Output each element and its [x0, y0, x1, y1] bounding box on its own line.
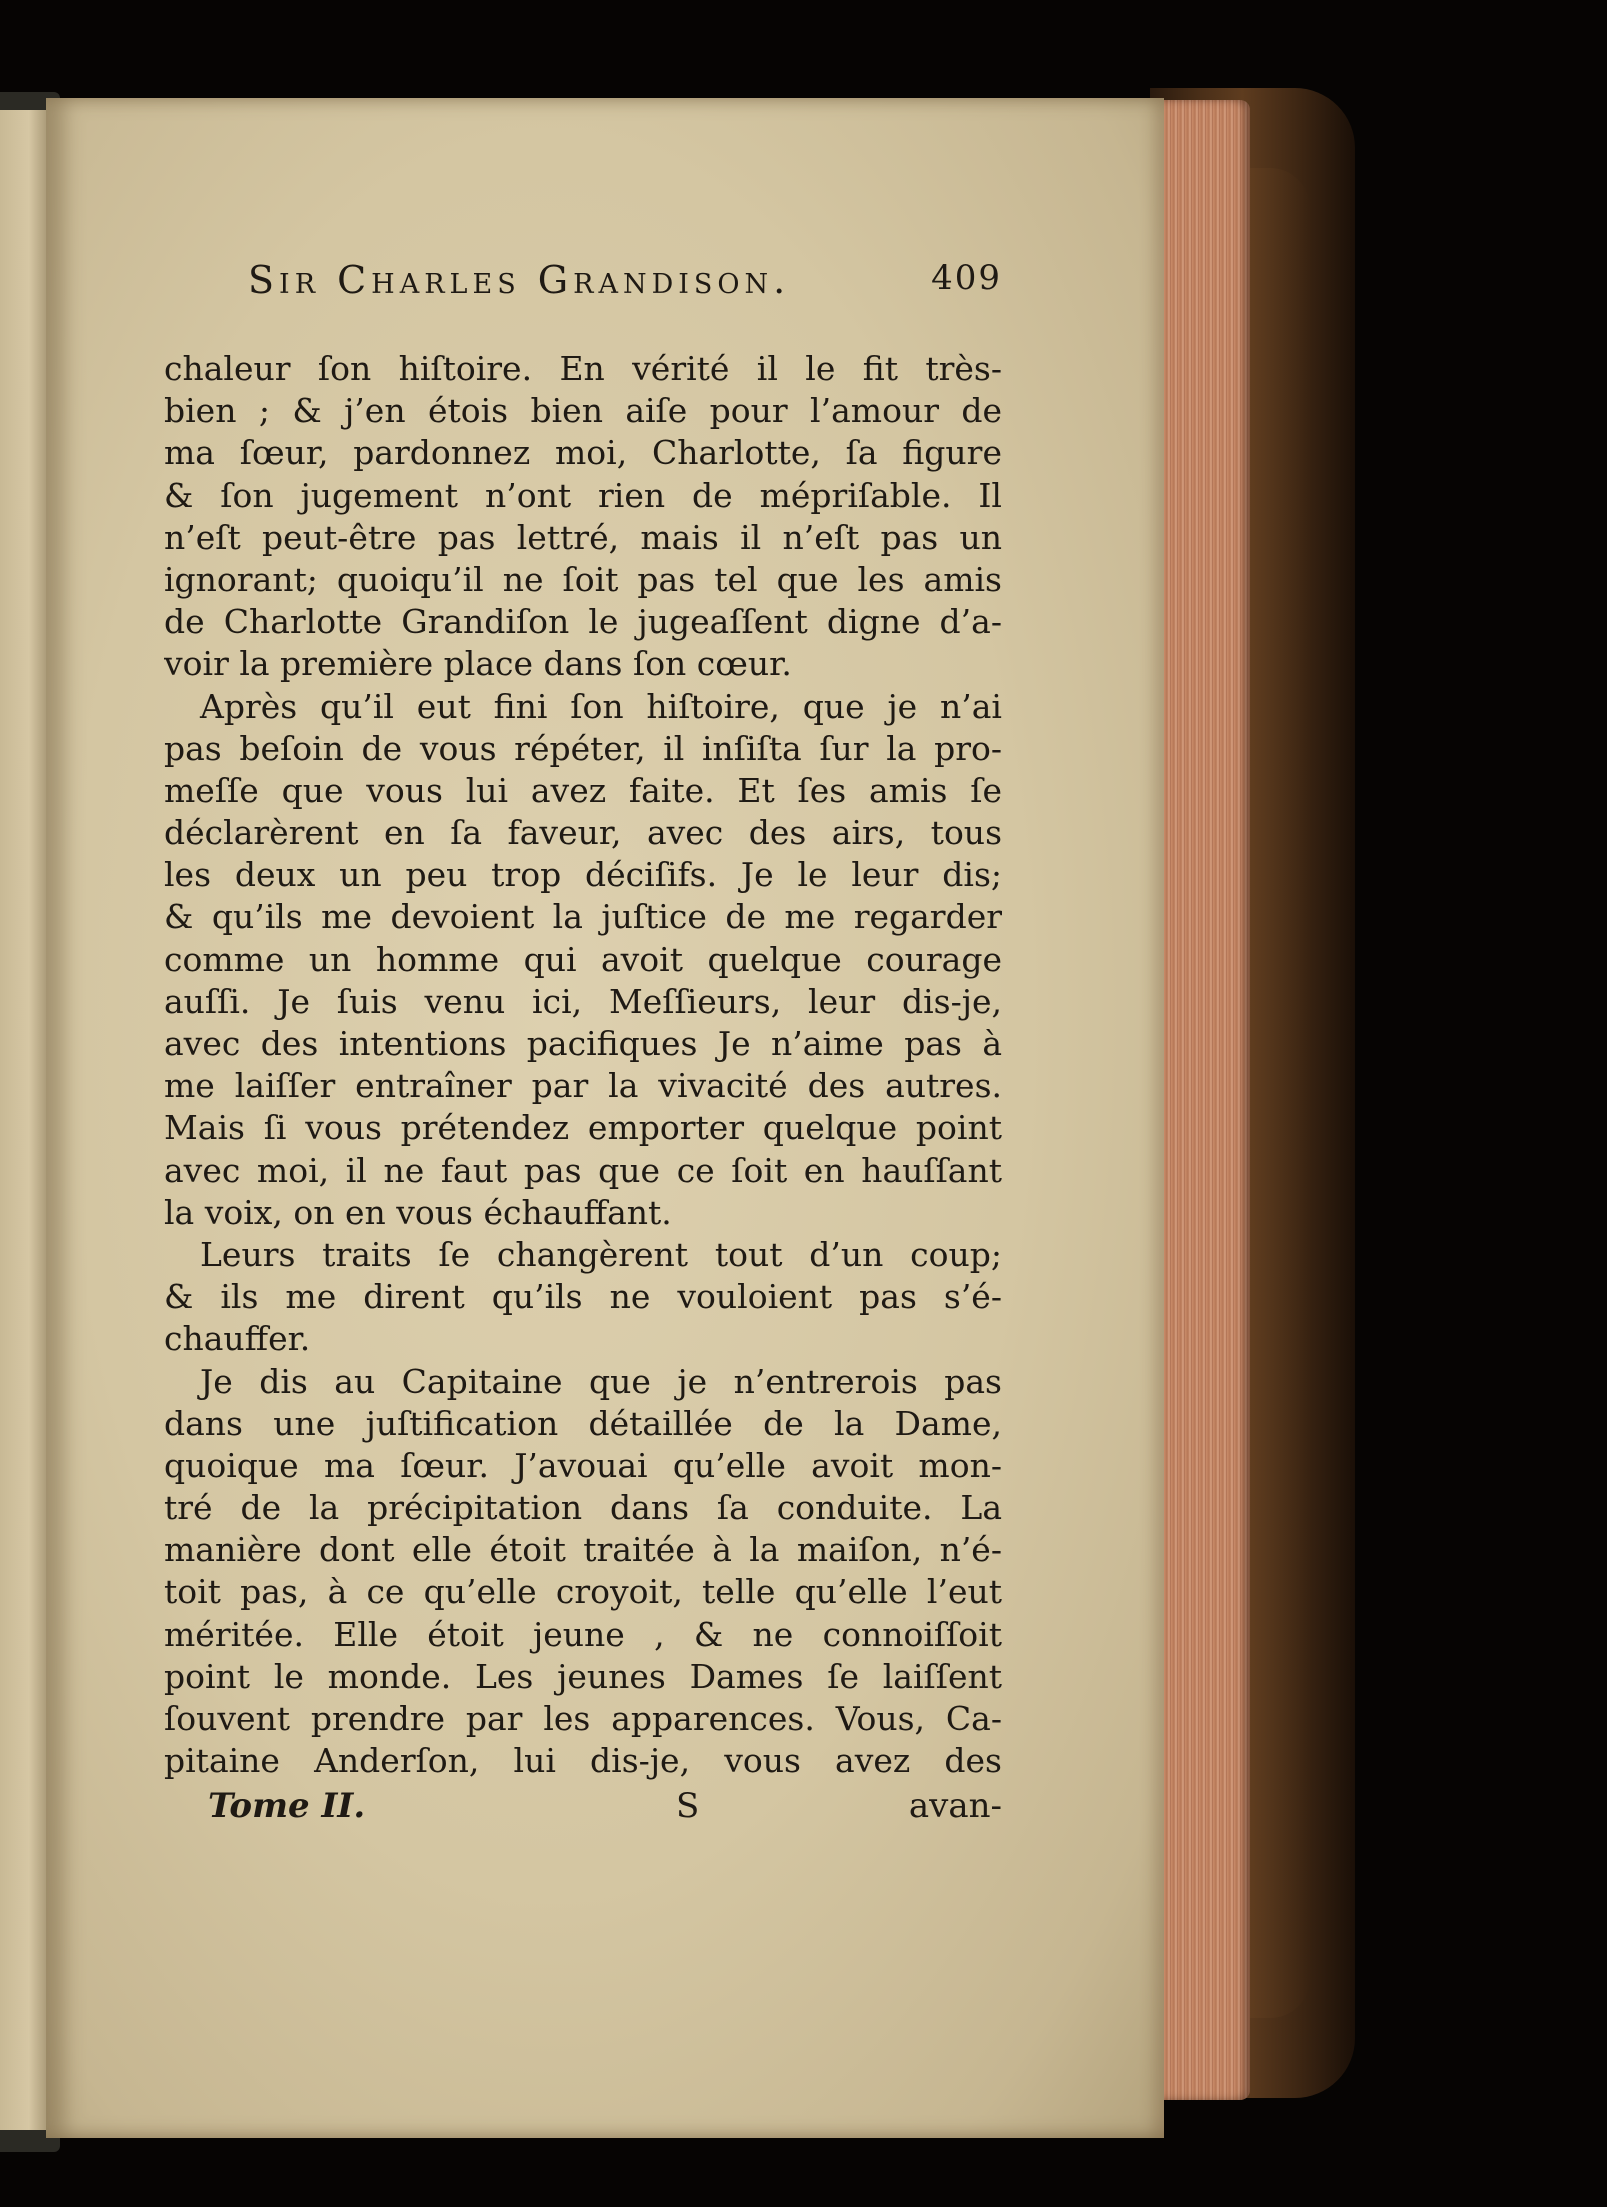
text-line: voir la première place dans ſon cœur.: [164, 644, 792, 684]
text-line: Mais ſi vous prétendez emporter quelque point: [164, 1108, 1002, 1148]
text-line: pas beſoin de vous répéter, il inſiſta ſur la pro-: [164, 728, 1002, 768]
text-line: bien ; & j’en étois bien aiſe pour l’amour de: [164, 391, 1002, 431]
left-facing-page-edge: [0, 110, 48, 2130]
page-edges: [1150, 100, 1250, 2100]
page-text-block: [164, 258, 1002, 1836]
text-line: avec des intentions pacifiques Je n’aime pas à: [164, 1024, 1002, 1063]
text-line: chauffer.: [164, 1319, 311, 1359]
text-line: Après qu’il eut fini ſon hiſtoire, que je n’ai: [200, 686, 1002, 726]
text-line: déclarèrent en ſa faveur, avec des airs, tous: [164, 813, 1002, 853]
text-line: tré de la précipitation dans ſa conduite. La: [164, 1488, 1002, 1528]
text-line: me laiſſer entraîner par la vivacité des autres.: [164, 1066, 1002, 1106]
text-line: la voix, on en vous échauffant.: [164, 1192, 672, 1232]
text-line: méritée. Elle étoit jeune , & ne connoiſſoit: [164, 1614, 1002, 1654]
text-line: toit pas, à ce qu’elle croyoit, telle qu’elle l’eut: [164, 1572, 1002, 1612]
signature-mark: S: [676, 1786, 700, 1827]
text-line: pitaine Anderſon, lui dis-je, vous avez des: [164, 1741, 1002, 1781]
page-footer: [164, 1786, 1002, 1836]
text-line: chaleur ſon hiſtoire. En vérité il le fit très-: [164, 349, 1002, 388]
text-line: ſouvent prendre par les apparences. Vous, Ca-: [164, 1699, 1002, 1738]
text-line: ignorant; quoiqu’il ne ſoit pas tel que les amis: [164, 559, 1002, 599]
book-page: [46, 98, 1164, 2138]
catchword: avan-: [908, 1786, 1002, 1827]
text-line: meſſe que vous lui avez faite. Et ſes amis ſe: [164, 770, 1002, 810]
text-line: & ſon jugement n’ont rien de mépriſable. Il: [164, 475, 1002, 515]
text-line: n’eſt peut-être pas lettré, mais il n’eſt pas un: [164, 517, 1002, 557]
text-line: dans une juſtification détaillée de la Dame,: [164, 1403, 1002, 1443]
text-line: quoique ma ſœur. J’avouai qu’elle avoit mon-: [164, 1445, 1002, 1485]
text-line: & ils me dirent qu’ils ne vouloient pas s’é-: [164, 1277, 1002, 1317]
text-line: Je dis au Capitaine que je n’entrerois pas: [200, 1361, 1002, 1401]
text-line: auſſi. Je ſuis venu ici, Meſſieurs, leur dis-je,: [164, 981, 1002, 1021]
text-line: les deux un peu trop déciſifs. Je le leur dis;: [164, 855, 1002, 895]
page-number: 409: [931, 258, 1002, 298]
text-line: manière dont elle étoit traitée à la maiſon, n’é-: [164, 1530, 1002, 1570]
running-title: Sir Charles Grandison.: [248, 258, 791, 302]
volume-label: Tome II.: [208, 1786, 366, 1827]
text-line: comme un homme qui avoit quelque courage: [164, 939, 1002, 979]
text-line: Leurs traits ſe changèrent tout d’un coup;: [200, 1234, 1002, 1274]
text-line: & qu’ils me devoient la juſtice de me regarder: [164, 897, 1002, 937]
text-line: point le monde. Les jeunes Dames ſe laiſſent: [164, 1656, 1002, 1696]
text-line: ma ſœur, pardonnez moi, Charlotte, ſa figure: [164, 433, 1002, 473]
text-line: avec moi, il ne faut pas que ce ſoit en hauſſant: [164, 1150, 1002, 1190]
running-header: [164, 258, 1002, 348]
text-line: de Charlotte Grandiſon le jugeaſſent digne d’a-: [164, 602, 1002, 642]
